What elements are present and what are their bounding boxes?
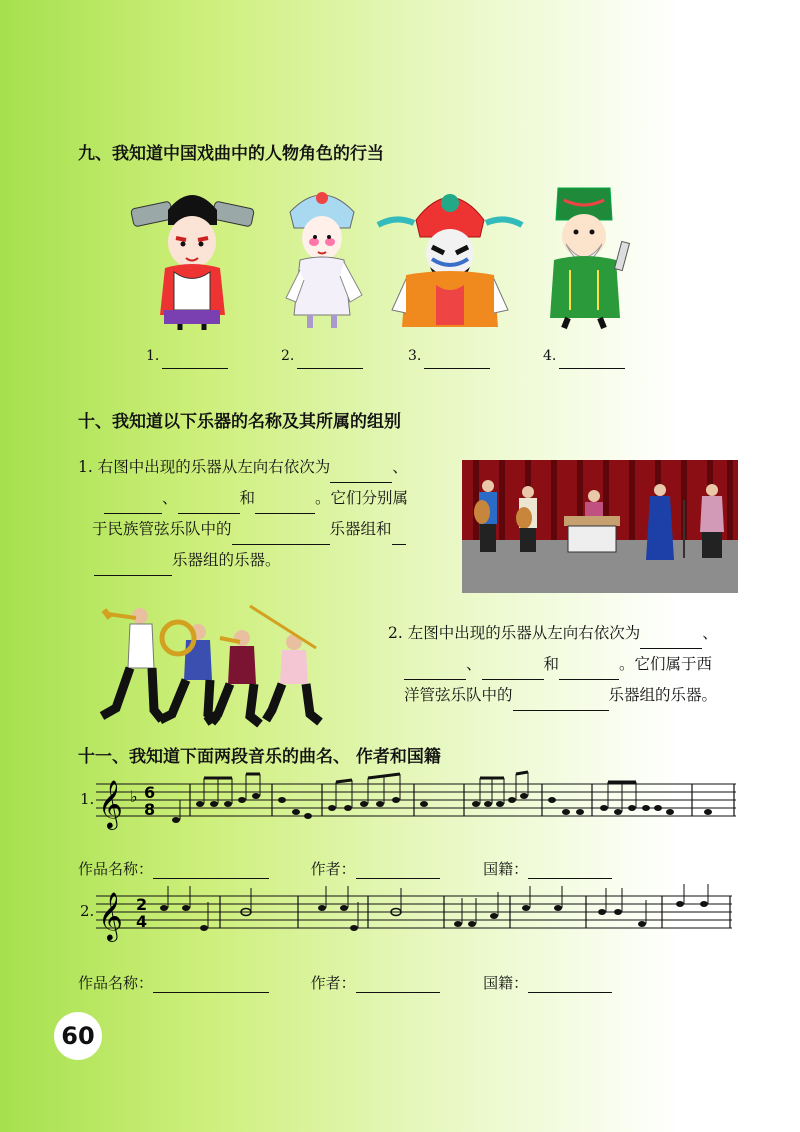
q2-line-1 (388, 618, 718, 649)
q2-line-3-end: 乐器组的乐器。 (608, 686, 718, 704)
time-sig-2-bottom: 4 (136, 912, 148, 931)
q2-line-3 (404, 680, 717, 711)
music-1-nationality-label: 国籍： (483, 860, 529, 878)
q2-dun-1: 、 (702, 624, 718, 642)
chinese-orchestra-photo (462, 460, 738, 593)
role-4-answer-blank[interactable] (559, 350, 625, 369)
flat-sign: ♭ (130, 787, 138, 806)
q1-blank-3[interactable] (178, 495, 240, 514)
role-3-answer-blank[interactable] (424, 350, 490, 369)
music-2-nationality-label: 国籍： (483, 974, 529, 992)
music-2-author-label: 作者： (310, 974, 356, 992)
q1-line-3-mid: 乐器组和 (329, 520, 392, 538)
section-9-title: 九、我知道中国戏曲中的人物角色的行当 (78, 144, 384, 164)
q1-line-3-start: 于民族管弦乐队中的 (92, 520, 232, 538)
music-2-answer-row (78, 972, 612, 993)
brass-players-image (90, 598, 330, 728)
music-1-answer-row (78, 858, 612, 879)
music-1-nationality-blank[interactable] (528, 860, 612, 879)
music-1-work-label: 作品名称： (78, 860, 154, 878)
time-sig-1-top: 6 (144, 783, 156, 802)
q2-line-3-start: 洋管弦乐队中的 (404, 686, 513, 704)
q2-he: 和 (543, 655, 560, 673)
section-11-title: 十一、我知道下面两段音乐的曲名、 作者和国籍 (78, 747, 441, 767)
music-1-author-blank[interactable] (356, 860, 440, 879)
q1-blank-6a[interactable] (392, 526, 406, 545)
treble-clef-2: 𝄞 (98, 891, 123, 940)
q1-line-2-end: 。它们分别属 (315, 489, 409, 507)
music-excerpt-2-staff (96, 882, 736, 942)
q2-blank-3[interactable] (482, 661, 544, 680)
q2-dun-2: 、 (466, 655, 482, 673)
role-1-number: 1. (146, 348, 160, 364)
opera-character-1-image (130, 180, 255, 330)
role-3-number: 3. (408, 348, 422, 364)
music-2-work-blank[interactable] (153, 974, 269, 993)
music-2-work-label: 作品名称： (78, 974, 154, 992)
q1-blank-4[interactable] (255, 495, 315, 514)
treble-clef-1: 𝄞 (98, 779, 123, 828)
q1-line-3 (92, 514, 406, 545)
role-2-answer-blank[interactable] (297, 350, 363, 369)
q1-blank-2[interactable] (104, 495, 162, 514)
role-2-number: 2. (281, 348, 295, 364)
q2-line-2-end: 。它们属于西 (619, 655, 713, 673)
page-number: 60 (54, 1012, 102, 1060)
music-excerpt-1-staff (96, 770, 736, 830)
q1-line-4-end: 乐器组的乐器。 (172, 551, 281, 569)
music-2-nationality-blank[interactable] (528, 974, 612, 993)
time-sig-1-bottom: 8 (144, 800, 156, 819)
q2-blank-4[interactable] (559, 661, 619, 680)
q1-line-1 (78, 452, 408, 483)
q2-line-2 (404, 649, 712, 680)
q1-he: 和 (239, 489, 256, 507)
q2-line-1-text: 2. 左图中出现的乐器从左向右依次为 (388, 624, 641, 642)
section-10-title: 十、我知道以下乐器的名称及其所属的组别 (78, 412, 401, 432)
q1-dun-1: 、 (392, 458, 408, 476)
music-2-number: 2. (80, 902, 95, 920)
q1-blank-5[interactable] (232, 526, 330, 545)
q1-blank-1[interactable] (330, 464, 392, 483)
music-1-number: 1. (80, 790, 95, 808)
q1-blank-6b[interactable] (94, 557, 172, 576)
opera-character-3-image (376, 175, 524, 335)
time-sig-2-top: 2 (136, 895, 148, 914)
q2-blank-5[interactable] (513, 692, 609, 711)
music-1-author-label: 作者： (310, 860, 356, 878)
music-2-author-blank[interactable] (356, 974, 440, 993)
music-1-work-blank[interactable] (153, 860, 269, 879)
role-1-answer-blank[interactable] (162, 350, 228, 369)
q1-line-1-text: 1. 右图中出现的乐器从左向右依次为 (78, 458, 331, 476)
opera-character-2-image (280, 180, 365, 330)
q2-blank-2[interactable] (404, 661, 466, 680)
q2-blank-1[interactable] (640, 630, 702, 649)
role-4-number: 4. (543, 348, 557, 364)
q1-dun-2: 、 (162, 489, 178, 507)
q1-line-4 (94, 545, 281, 576)
opera-character-4-image (540, 180, 640, 330)
q1-line-2 (104, 483, 408, 514)
